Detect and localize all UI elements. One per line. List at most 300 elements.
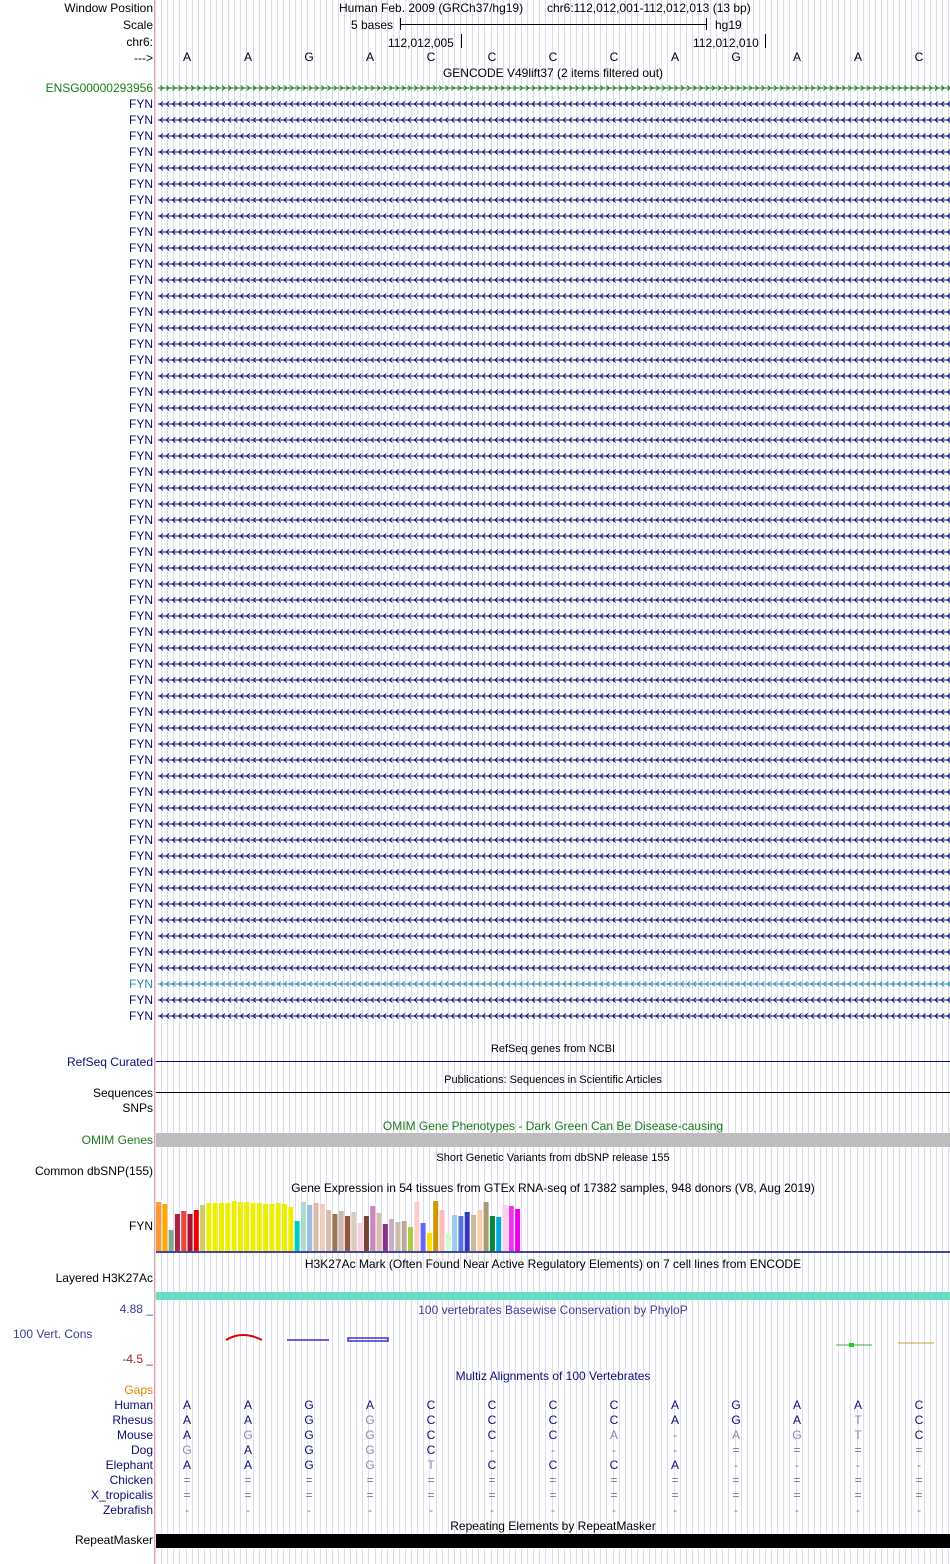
alignment-base: - <box>856 1503 860 1517</box>
position-label[interactable]: chr6:112,012,001-112,012,013 (13 bp) <box>547 1 751 15</box>
gencode-item-label[interactable]: FYN <box>129 705 153 719</box>
gencode-item-feature[interactable] <box>158 614 950 619</box>
gencode-item-label[interactable]: FYN <box>129 225 153 239</box>
gtex-tissue-bar[interactable] <box>288 1207 293 1251</box>
gtex-tissue-bar[interactable] <box>320 1204 325 1251</box>
gencode-item-feature[interactable] <box>158 102 950 107</box>
gencode-item-label[interactable]: FYN <box>129 897 153 911</box>
gtex-tissue-bar[interactable] <box>156 1202 161 1251</box>
alignment-base: - <box>429 1503 433 1517</box>
base-letter: A <box>365 50 374 64</box>
gencode-item-feature[interactable] <box>158 902 950 907</box>
alignment-base: C <box>914 1428 924 1442</box>
gencode-item-feature[interactable] <box>158 758 950 763</box>
gencode-item-label[interactable]: FYN <box>129 993 153 1007</box>
gtex-tissue-bar[interactable] <box>263 1204 268 1251</box>
gencode-item-label[interactable]: FYN <box>129 433 153 447</box>
gtex-tissue-bar[interactable] <box>389 1219 394 1251</box>
gencode-item-label[interactable]: FYN <box>129 305 153 319</box>
gencode-item-label[interactable]: FYN <box>129 481 153 495</box>
gtex-tissue-bar[interactable] <box>282 1204 287 1251</box>
gencode-item-label[interactable]: FYN <box>129 577 153 591</box>
gtex-tissue-bar[interactable] <box>257 1203 262 1251</box>
gencode-item-label[interactable]: FYN <box>129 833 153 847</box>
alignment-base: = <box>366 1488 374 1502</box>
species-label[interactable]: Dog <box>130 1443 153 1457</box>
alignment-base: A <box>243 1443 252 1457</box>
alignment-base: = <box>854 1488 862 1502</box>
gencode-item-feature[interactable] <box>158 998 950 1003</box>
gtex-tissue-bar[interactable] <box>301 1202 306 1251</box>
gencode-item-feature[interactable] <box>158 422 950 427</box>
gencode-item-feature[interactable] <box>158 358 950 363</box>
alignment-base: A <box>365 1398 374 1412</box>
alignment-base: C <box>914 1398 924 1412</box>
gencode-item-label[interactable]: FYN <box>129 193 153 207</box>
base-letter: A <box>792 50 801 64</box>
assembly-label: Human Feb. 2009 (GRCh37/hg19) <box>339 1 524 15</box>
gencode-item-feature[interactable] <box>158 486 950 491</box>
gencode-item-label[interactable]: FYN <box>129 881 153 895</box>
gencode-item-label[interactable]: FYN <box>129 737 153 751</box>
gtex-tissue-bar[interactable] <box>408 1227 413 1251</box>
gencode-item-feature[interactable] <box>158 134 950 139</box>
alignment-base: - <box>490 1503 494 1517</box>
gtex-track-title: Gene Expression in 54 tissues from GTEx RNA-seq of 17382 samples, 948 donors (V8, Aug 2019) <box>291 1181 815 1195</box>
phylop-min-label: -4.5 _ <box>122 1352 153 1366</box>
gencode-item-label[interactable]: FYN <box>129 369 153 383</box>
gencode-item-feature[interactable] <box>158 438 950 443</box>
gencode-item-feature[interactable] <box>158 502 950 507</box>
alignment-base: C <box>426 1398 436 1412</box>
gencode-track[interactable] <box>156 80 950 1040</box>
gtex-tissue-bar[interactable] <box>458 1216 463 1251</box>
gtex-tissue-bar[interactable] <box>295 1221 300 1251</box>
gencode-item-feature[interactable] <box>158 710 950 715</box>
alignment-base: - <box>368 1503 372 1517</box>
alignment-base: C <box>548 1398 558 1412</box>
omim-track-bar[interactable] <box>156 1133 950 1147</box>
base-letter: C <box>426 50 436 64</box>
species-label[interactable]: Elephant <box>105 1458 153 1472</box>
gtex-tissue-bar[interactable] <box>446 1234 451 1251</box>
phylop-track-title: 100 vertebrates Basewise Conservation by PhyloP <box>418 1303 688 1317</box>
gencode-item-label[interactable]: FYN <box>129 561 153 575</box>
gencode-item-feature[interactable] <box>158 950 950 955</box>
gtex-tissue-bar[interactable] <box>188 1214 193 1251</box>
pubs-track-title: Publications: Sequences in Scientific Articles <box>444 1074 662 1086</box>
gencode-item-feature[interactable] <box>158 406 950 411</box>
gencode-item-label[interactable]: FYN <box>129 321 153 335</box>
alignment-base: C <box>914 1413 924 1427</box>
alignment-base: - <box>612 1503 616 1517</box>
gencode-item-label[interactable]: FYN <box>129 385 153 399</box>
phylop-max-label: 4.88 _ <box>119 1302 153 1316</box>
gtex-tissue-bar[interactable] <box>175 1214 180 1251</box>
gtex-tissue-bar[interactable] <box>358 1223 363 1251</box>
track-label-divider <box>154 0 155 1564</box>
gencode-item-feature[interactable] <box>158 550 950 555</box>
gencode-item-label[interactable]: FYN <box>129 289 153 303</box>
alignment-base: G <box>365 1428 375 1442</box>
gtex-tissue-bar[interactable] <box>169 1230 174 1251</box>
pubs-track-line <box>156 1092 950 1093</box>
window-position-label: Window Position <box>64 1 153 15</box>
base-letter: A <box>670 50 679 64</box>
alignment-base: = <box>427 1473 435 1487</box>
alignment-base: G <box>182 1443 192 1457</box>
alignment-base: - <box>917 1458 921 1472</box>
gtex-tissue-bar[interactable] <box>370 1206 375 1251</box>
alignment-base: A <box>670 1458 679 1472</box>
gencode-item-label[interactable]: FYN <box>129 785 153 799</box>
gtex-tissue-bar[interactable] <box>414 1202 419 1251</box>
phylop-track-label[interactable]: 100 Vert. Cons <box>13 1327 93 1341</box>
gencode-item-feature[interactable] <box>158 598 950 603</box>
gencode-item-label[interactable]: FYN <box>129 545 153 559</box>
gencode-item-feature[interactable] <box>158 230 950 235</box>
gencode-item-feature[interactable] <box>158 838 950 843</box>
h3k27ac-track-label[interactable]: Layered H3K27Ac <box>55 1271 153 1285</box>
gencode-item-label[interactable]: FYN <box>129 177 153 191</box>
alignment-base: C <box>487 1413 497 1427</box>
gencode-item-feature[interactable] <box>158 246 950 251</box>
alignment-base: A <box>182 1413 191 1427</box>
gtex-tissue-bar[interactable] <box>314 1203 319 1251</box>
gencode-item-label[interactable]: FYN <box>129 977 153 991</box>
base-letter: A <box>853 50 862 64</box>
gencode-item-label[interactable]: FYN <box>129 145 153 159</box>
gtex-tissue-bar[interactable] <box>232 1201 237 1251</box>
gtex-tissue-bar[interactable] <box>213 1203 218 1251</box>
gencode-item-label[interactable]: FYN <box>129 849 153 863</box>
gtex-tissue-bar[interactable] <box>339 1211 344 1251</box>
alignment-base: = <box>488 1473 496 1487</box>
gtex-tissue-bar[interactable] <box>162 1204 167 1251</box>
alignment-base: G <box>304 1413 314 1427</box>
base-letter: C <box>487 50 497 64</box>
alignment-base: = <box>915 1473 923 1487</box>
base-letter: C <box>914 50 924 64</box>
refseq-track-line <box>156 1061 950 1062</box>
alignment-base: - <box>795 1458 799 1472</box>
gencode-item-label[interactable]: FYN <box>129 129 153 143</box>
dbsnp-track-label[interactable]: Common dbSNP(155) <box>34 1164 153 1178</box>
gencode-item-feature[interactable] <box>158 662 950 667</box>
gencode-item-feature[interactable] <box>158 214 950 219</box>
scale-bar-text: 5 bases <box>351 18 394 32</box>
gencode-item-label[interactable]: FYN <box>129 625 153 639</box>
gtex-tissue-bar[interactable] <box>326 1210 331 1251</box>
alignment-base: = <box>305 1473 313 1487</box>
gencode-item-label[interactable]: FYN <box>129 529 153 543</box>
gencode-item-feature[interactable] <box>158 310 950 315</box>
gencode-item-feature[interactable] <box>158 518 950 523</box>
alignment-base: - <box>612 1443 616 1457</box>
gencode-item-feature[interactable] <box>158 886 950 891</box>
gtex-tissue-bar[interactable] <box>269 1204 274 1251</box>
gtex-tissue-bar[interactable] <box>452 1215 457 1251</box>
species-label[interactable]: X_tropicalis <box>90 1488 153 1502</box>
gencode-item-label[interactable]: FYN <box>129 817 153 831</box>
gencode-item-label[interactable]: FYN <box>129 449 153 463</box>
gtex-tissue-bar[interactable] <box>351 1212 356 1251</box>
gencode-item-feature[interactable] <box>158 86 950 91</box>
gtex-tissue-bar[interactable] <box>440 1210 445 1251</box>
gencode-item-feature[interactable] <box>158 278 950 283</box>
alignment-base: = <box>915 1443 923 1457</box>
gencode-item-label[interactable]: FYN <box>129 209 153 223</box>
alignment-base: - <box>551 1443 555 1457</box>
alignment-base: = <box>427 1488 435 1502</box>
gencode-item-feature[interactable] <box>158 166 950 171</box>
gencode-item-label[interactable]: FYN <box>129 913 153 927</box>
gencode-item-label[interactable]: FYN <box>129 401 153 415</box>
gencode-item-feature[interactable] <box>158 534 950 539</box>
gencode-item-label[interactable]: FYN <box>129 273 153 287</box>
alignment-base: A <box>182 1458 191 1472</box>
pubs-track-label-2[interactable]: SNPs <box>122 1101 153 1115</box>
gencode-item-feature[interactable] <box>158 982 950 987</box>
gencode-item-feature[interactable] <box>158 646 950 651</box>
gencode-item-label[interactable]: FYN <box>129 337 153 351</box>
species-label[interactable]: Chicken <box>109 1473 153 1487</box>
gencode-item-label[interactable]: FYN <box>129 1009 153 1023</box>
gencode-item-feature[interactable] <box>158 678 950 683</box>
species-label[interactable]: Human <box>114 1398 153 1412</box>
base-letter: G <box>731 50 741 64</box>
alignment-base: G <box>792 1428 802 1442</box>
gencode-item-feature[interactable] <box>158 742 950 747</box>
alignment-base: = <box>671 1473 679 1487</box>
coord-left-tick <box>461 34 462 48</box>
gtex-tissue-bar[interactable] <box>276 1203 281 1251</box>
gtex-tissue-bar[interactable] <box>515 1209 520 1251</box>
gencode-item-label[interactable]: FYN <box>129 417 153 431</box>
gencode-item-feature[interactable] <box>158 790 950 795</box>
gencode-item-label[interactable]: FYN <box>129 753 153 767</box>
gencode-item-label[interactable]: FYN <box>129 497 153 511</box>
gtex-tissue-bar[interactable] <box>181 1211 186 1251</box>
base-letter: C <box>548 50 558 64</box>
alignment-base: - <box>734 1458 738 1472</box>
alignment-base: = <box>732 1473 740 1487</box>
gencode-item-label[interactable]: FYN <box>129 721 153 735</box>
alignment-base: G <box>365 1413 375 1427</box>
gencode-item-feature[interactable] <box>158 1014 950 1019</box>
refseq-track-label[interactable]: RefSeq Curated <box>66 1055 153 1069</box>
gencode-item-label[interactable]: FYN <box>129 673 153 687</box>
gtex-tissue-bar[interactable] <box>345 1216 350 1251</box>
alignment-base: = <box>915 1488 923 1502</box>
alignment-base: G <box>731 1413 741 1427</box>
gencode-track-title: GENCODE V49lift37 (2 items filtered out) <box>442 66 664 80</box>
gencode-item-feature[interactable] <box>158 822 950 827</box>
coord-left: 112,012,005 <box>388 36 454 50</box>
alignment-base: A <box>853 1398 862 1412</box>
gtex-tissue-bar[interactable] <box>307 1205 312 1251</box>
strand-label: ---> <box>134 51 153 65</box>
alignment-base: = <box>610 1473 618 1487</box>
gencode-item-feature[interactable] <box>158 198 950 203</box>
gencode-item-feature[interactable] <box>158 582 950 587</box>
gencode-item-feature[interactable] <box>158 806 950 811</box>
alignment-base: T <box>427 1458 435 1472</box>
gtex-tissue-bar[interactable] <box>465 1212 470 1251</box>
gencode-item-feature[interactable] <box>158 966 950 971</box>
gtex-tissue-bar[interactable] <box>509 1206 514 1251</box>
gtex-tissue-bar[interactable] <box>490 1216 495 1251</box>
gencode-item-label[interactable]: FYN <box>129 961 153 975</box>
h3k27ac-track-title: H3K27Ac Mark (Often Found Near Active Regulatory Elements) on 7 cell lines from ENCODE <box>304 1257 802 1271</box>
species-label[interactable]: Rhesus <box>112 1413 153 1427</box>
gencode-item-feature[interactable] <box>158 918 950 923</box>
gtex-tissue-bar[interactable] <box>200 1205 205 1251</box>
alignment-base: - <box>307 1503 311 1517</box>
gencode-item-feature[interactable] <box>158 454 950 459</box>
alignment-base: = <box>793 1488 801 1502</box>
base-letter: A <box>243 50 252 64</box>
gencode-item-label[interactable]: FYN <box>129 97 153 111</box>
gtex-tissue-bar[interactable] <box>503 1205 508 1251</box>
alignment-base: = <box>183 1473 191 1487</box>
gencode-item-feature[interactable] <box>158 934 950 939</box>
gencode-item-feature[interactable] <box>158 150 950 155</box>
gencode-item-label[interactable]: FYN <box>129 689 153 703</box>
chrom-label: chr6: <box>126 35 153 49</box>
gencode-item-feature[interactable] <box>158 118 950 123</box>
gtex-tissue-bar[interactable] <box>238 1202 243 1251</box>
gencode-item-label[interactable]: FYN <box>129 513 153 527</box>
alignment-base: = <box>732 1488 740 1502</box>
gtex-tissue-bar[interactable] <box>251 1203 256 1251</box>
gencode-item-label[interactable]: FYN <box>129 945 153 959</box>
alignment-base: C <box>487 1428 497 1442</box>
repeatmasker-bar[interactable] <box>156 1534 950 1548</box>
base-letter: G <box>304 50 314 64</box>
gtex-tissue-bar[interactable] <box>194 1210 199 1251</box>
gtex-tissue-bar[interactable] <box>244 1202 249 1251</box>
gencode-item-feature[interactable] <box>158 390 950 395</box>
species-label[interactable]: Zebrafish <box>102 1503 153 1517</box>
gencode-item-label[interactable]: FYN <box>129 113 153 127</box>
gtex-track-label[interactable]: FYN <box>129 1219 153 1233</box>
alignment-base: G <box>365 1458 375 1472</box>
repeatmasker-track-label[interactable]: RepeatMasker <box>74 1533 153 1547</box>
gencode-item-feature[interactable] <box>158 870 950 875</box>
coord-right: 112,012,010 <box>693 36 759 50</box>
gtex-tissue-bar[interactable] <box>219 1203 224 1251</box>
alignment-base: = <box>793 1473 801 1487</box>
db-label: hg19 <box>715 18 742 32</box>
gencode-item-label[interactable]: FYN <box>129 609 153 623</box>
alignment-base: G <box>304 1398 314 1412</box>
gtex-tissue-bar[interactable] <box>206 1203 211 1251</box>
gencode-item-label[interactable]: FYN <box>129 657 153 671</box>
gencode-item-label[interactable]: FYN <box>129 865 153 879</box>
gtex-tissue-bar[interactable] <box>383 1224 388 1251</box>
gencode-item-feature[interactable] <box>158 630 950 635</box>
gencode-item-feature[interactable] <box>158 470 950 475</box>
gtex-tissue-bar[interactable] <box>377 1213 382 1251</box>
gencode-item-label[interactable]: FYN <box>129 465 153 479</box>
gtex-tissue-bar[interactable] <box>332 1214 337 1251</box>
gtex-tissue-bar[interactable] <box>395 1222 400 1251</box>
gtex-tissue-bar[interactable] <box>496 1217 501 1251</box>
alignment-base: A <box>670 1413 679 1427</box>
gtex-tissue-bar[interactable] <box>433 1201 438 1251</box>
alignment-base: = <box>793 1443 801 1457</box>
alignment-base: A <box>609 1428 618 1442</box>
gencode-item-feature[interactable] <box>158 694 950 699</box>
gencode-item-feature[interactable] <box>158 774 950 779</box>
gtex-bar-chart[interactable] <box>156 1196 950 1254</box>
alignment-base: - <box>917 1503 921 1517</box>
alignment-base: G <box>304 1458 314 1472</box>
gencode-item-label[interactable]: FYN <box>129 769 153 783</box>
gencode-item-label[interactable]: FYN <box>129 641 153 655</box>
gencode-item-feature[interactable] <box>158 342 950 347</box>
gencode-item-label[interactable]: FYN <box>129 241 153 255</box>
alignment-base: C <box>609 1413 619 1427</box>
gencode-item-feature[interactable] <box>158 854 950 859</box>
gencode-item-feature[interactable] <box>158 326 950 331</box>
gencode-item-feature[interactable] <box>158 294 950 299</box>
gtex-tissue-bar[interactable] <box>421 1223 426 1251</box>
alignment-base: A <box>792 1398 801 1412</box>
gtex-tissue-bar[interactable] <box>364 1216 369 1251</box>
gtex-tissue-bar[interactable] <box>477 1210 482 1251</box>
h3k27ac-signal[interactable] <box>156 1292 950 1300</box>
omim-track-label[interactable]: OMIM Genes <box>81 1133 153 1147</box>
alignment-base: - <box>856 1458 860 1472</box>
alignment-base: = <box>549 1488 557 1502</box>
gencode-item-label[interactable]: FYN <box>129 593 153 607</box>
gencode-item-feature[interactable] <box>158 726 950 731</box>
gencode-item-feature[interactable] <box>158 262 950 267</box>
alignment-base: - <box>673 1503 677 1517</box>
alignment-base: G <box>731 1398 741 1412</box>
gtex-tissue-bar[interactable] <box>402 1221 407 1251</box>
gtex-tissue-bar[interactable] <box>471 1215 476 1251</box>
gencode-item-label[interactable]: FYN <box>129 353 153 367</box>
species-label[interactable]: Mouse <box>116 1428 153 1442</box>
gencode-item-feature[interactable] <box>158 566 950 571</box>
gencode-item-label[interactable]: FYN <box>129 257 153 271</box>
coord-right-tick <box>765 34 766 48</box>
alignment-base: T <box>854 1428 862 1442</box>
alignment-base: G <box>304 1443 314 1457</box>
pubs-track-label-1[interactable]: Sequences <box>92 1086 153 1100</box>
phylop-signal[interactable] <box>156 1318 950 1368</box>
gencode-item-label[interactable]: FYN <box>129 929 153 943</box>
gencode-item-label[interactable]: FYN <box>129 161 153 175</box>
gencode-item-label[interactable]: ENSG00000293956 <box>45 81 153 95</box>
gtex-tissue-bar[interactable] <box>427 1233 432 1251</box>
gtex-tissue-bar[interactable] <box>484 1202 489 1251</box>
alignment-base: = <box>854 1473 862 1487</box>
gencode-item-feature[interactable] <box>158 374 950 379</box>
alignment-base: C <box>548 1458 558 1472</box>
gencode-item-label[interactable]: FYN <box>129 801 153 815</box>
gencode-item-feature[interactable] <box>158 182 950 187</box>
alignment-base: C <box>609 1458 619 1472</box>
alignment-base: = <box>366 1473 374 1487</box>
alignment-base: = <box>244 1488 252 1502</box>
alignment-base: C <box>548 1413 558 1427</box>
alignment-base: C <box>487 1458 497 1472</box>
gtex-tissue-bar[interactable] <box>225 1203 230 1251</box>
